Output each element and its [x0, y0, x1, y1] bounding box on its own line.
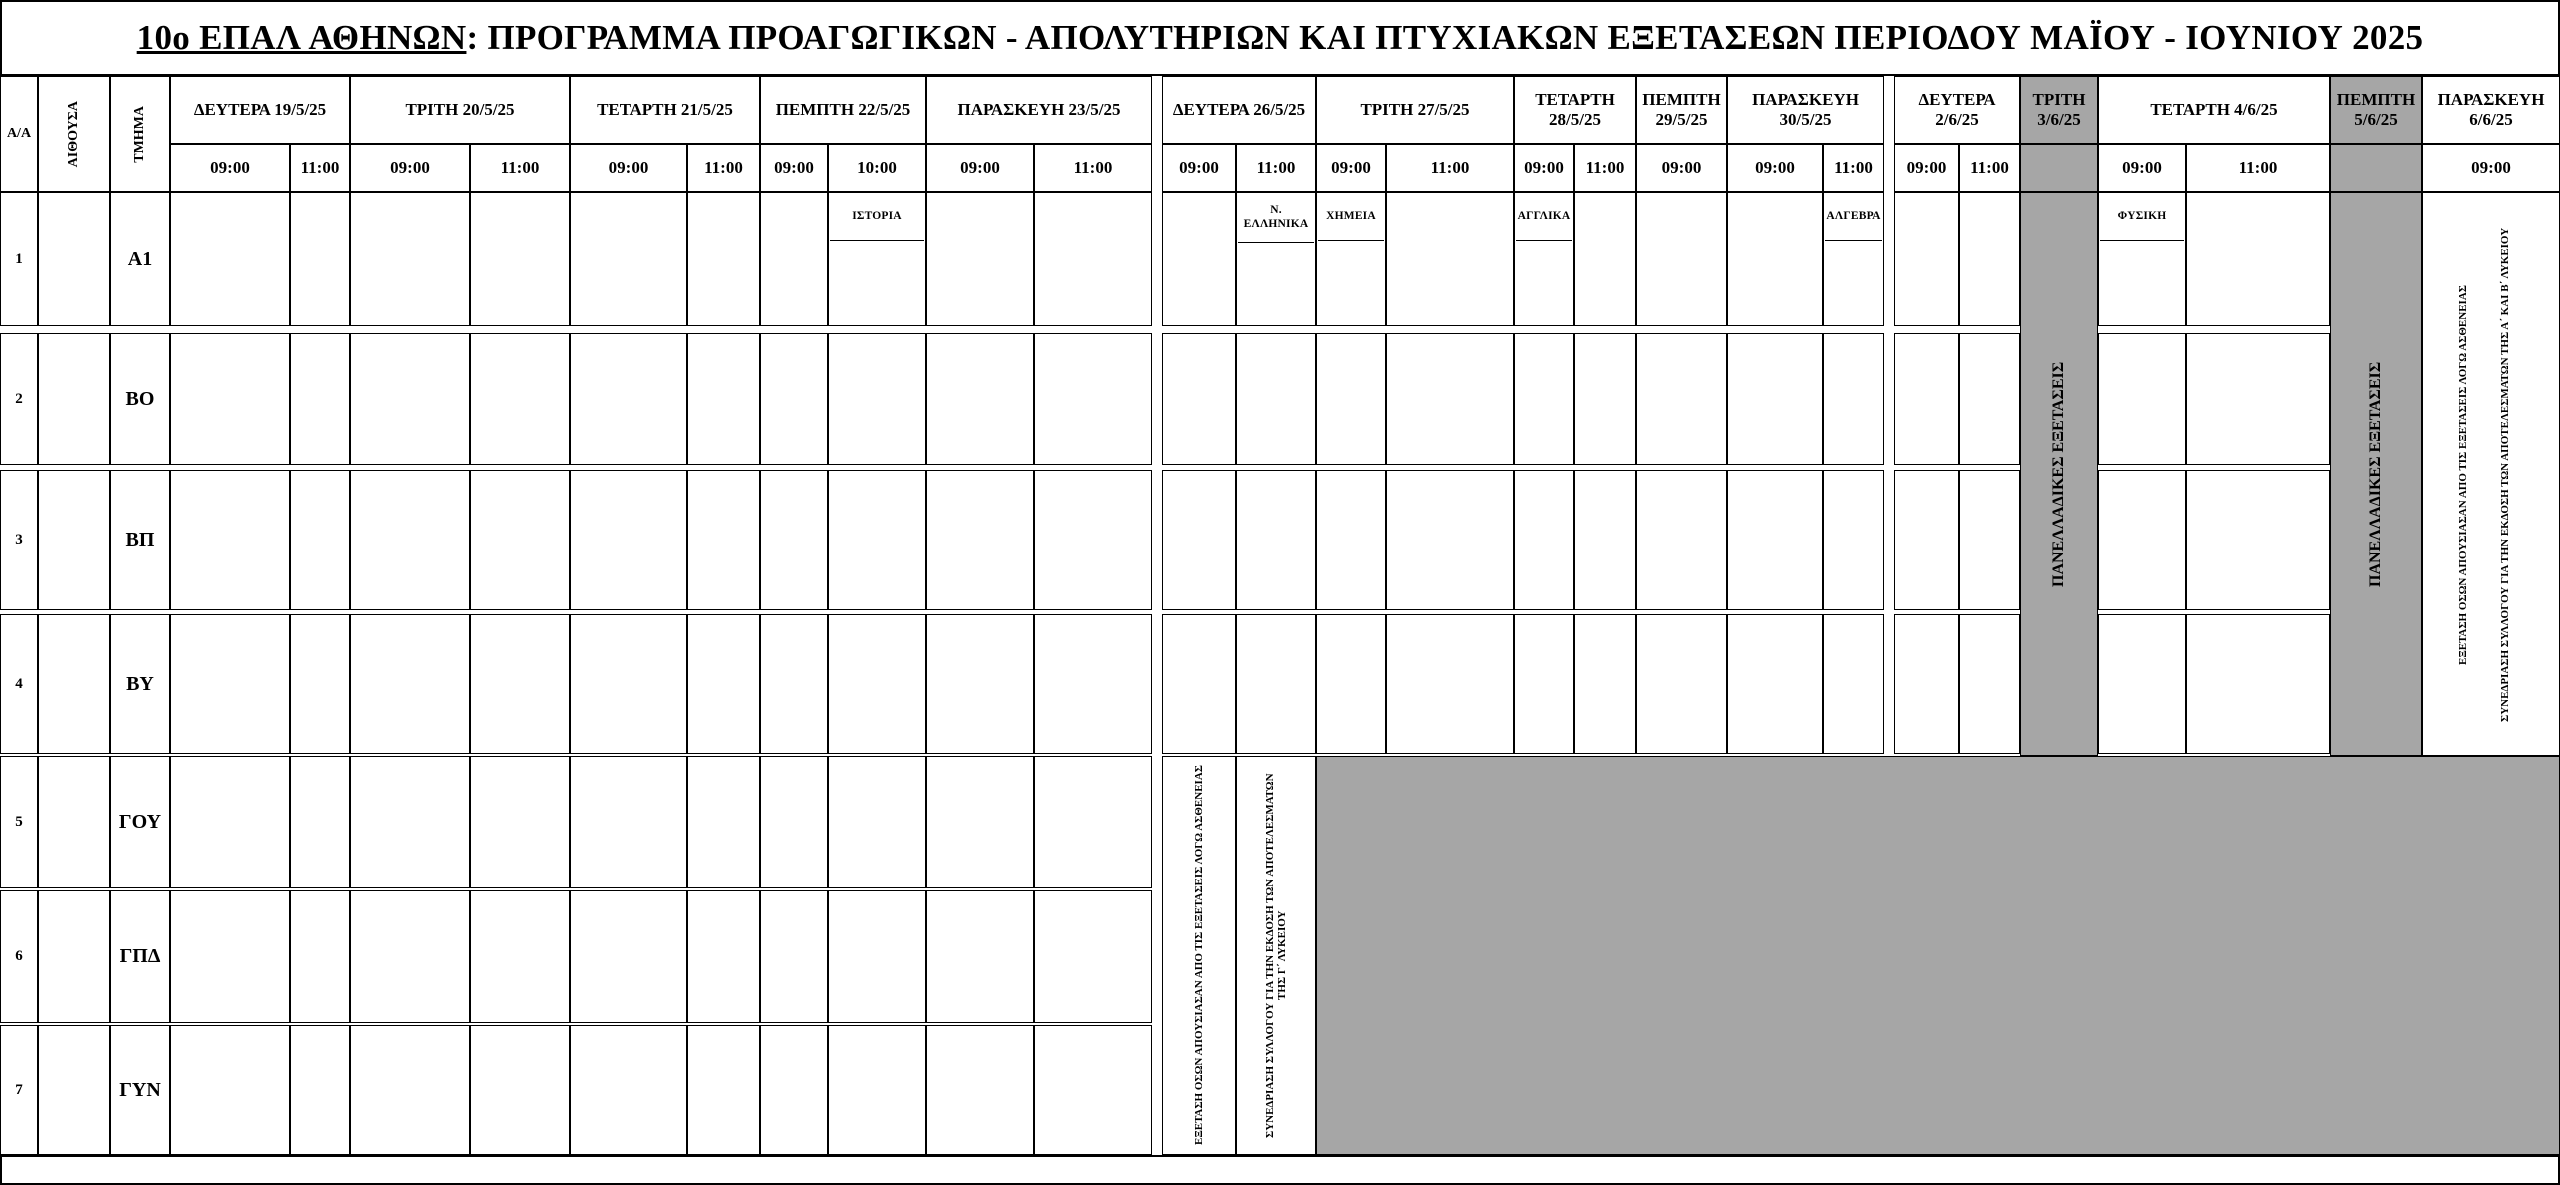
day-header — [170, 76, 350, 144]
title-rest: : ΠΡΟΓΡΑΜΜΑ ΠΡΟΑΓΩΓΙΚΩΝ - ΑΠΟΛΥΤΗΡΙΩΝ ΚΑΙ ΠΤΥΧΙΑΚΩΝ ΕΞΕΤΑΣΕΩΝ ΠΕΡΙΟΔΟΥ ΜΑΪΟΥ - ΙΟΥΝΙΟΥ 2025 — [466, 18, 2424, 57]
schedule-cell — [350, 192, 470, 326]
schedule-cell — [1236, 470, 1316, 610]
schedule-cell — [926, 470, 1034, 610]
time-slot-header — [926, 144, 1034, 192]
schedule-cell — [1727, 614, 1823, 754]
gray-block-g-lyceum — [1316, 756, 2560, 1155]
tmima-label: ΓΥΝ — [119, 1078, 161, 1101]
schedule-cell — [170, 333, 290, 465]
absent-exam-note-g-cell — [1162, 756, 1236, 1155]
schedule-cell — [290, 1025, 350, 1155]
schedule-cell — [2186, 192, 2330, 326]
tmima-label: ΒΥ — [126, 672, 154, 695]
schedule-cell — [1316, 470, 1386, 610]
time-slot-header — [2098, 144, 2186, 192]
schedule-cell — [1636, 333, 1727, 465]
day-label: ΠΕΜΠΤΗ 22/5/25 — [775, 100, 911, 120]
schedule-cell — [470, 756, 570, 888]
panhellenic-label: ΠΑΝΕΛΛΑΔΙΚΕΣ ΕΞΕΤΑΣΕΙΣ — [2367, 361, 2384, 587]
schedule-cell — [170, 192, 290, 326]
exam-subject-underline — [1825, 240, 1882, 241]
schedule-cell — [290, 890, 350, 1023]
schedule-cell — [760, 756, 828, 888]
aithousa-cell — [38, 614, 110, 754]
schedule-cell — [470, 1025, 570, 1155]
schedule-cell — [1386, 470, 1514, 610]
schedule-cell — [1162, 614, 1236, 754]
row-number-label: 5 — [15, 813, 23, 830]
ab-notes-cell — [2422, 192, 2560, 756]
schedule-cell — [350, 1025, 470, 1155]
schedule-cell — [1316, 333, 1386, 465]
schedule-cell — [1514, 333, 1574, 465]
time-label: 09:00 — [1331, 158, 1371, 178]
exam-subject-underline — [1238, 242, 1314, 243]
day-header — [1162, 76, 1316, 144]
day-header — [1514, 76, 1636, 144]
schedule-cell — [170, 890, 290, 1023]
time-slot-header — [170, 144, 290, 192]
schedule-cell — [170, 470, 290, 610]
schedule-cell — [760, 614, 828, 754]
schedule-cell — [2098, 614, 2186, 754]
day-header — [350, 76, 570, 144]
schedule-cell — [926, 1025, 1034, 1155]
time-slot-header — [2186, 144, 2330, 192]
gray-time-cell — [2020, 144, 2098, 192]
schedule-cell — [1636, 470, 1727, 610]
schedule-cell — [926, 890, 1034, 1023]
schedule-cell — [170, 756, 290, 888]
tmima-label: ΓΟΥ — [118, 810, 162, 833]
panhellenic-label: ΠΑΝΕΛΛΑΔΙΚΕΣ ΕΞΕΤΑΣΕΙΣ — [2050, 361, 2067, 587]
schedule-cell — [828, 1025, 926, 1155]
time-label: 09:00 — [774, 158, 814, 178]
header-aithousa-label: ΑΙΘΟΥΣΑ — [65, 100, 81, 168]
schedule-cell — [1574, 333, 1636, 465]
schedule-cell — [1727, 333, 1823, 465]
schedule-cell — [1034, 192, 1152, 326]
row-number — [0, 890, 38, 1023]
time-label: 09:00 — [2471, 158, 2511, 178]
schedule-cell — [2186, 614, 2330, 754]
time-label: 09:00 — [960, 158, 1000, 178]
schedule-cell — [760, 890, 828, 1023]
schedule-cell — [1162, 333, 1236, 465]
exam-subject-underline — [2100, 240, 2184, 241]
schedule-cell — [570, 890, 687, 1023]
time-slot-header — [1636, 144, 1727, 192]
schedule-cell — [1823, 333, 1884, 465]
day-label: ΤΕΤΑΡΤΗ 4/6/25 — [2150, 100, 2278, 120]
schedule-cell — [290, 333, 350, 465]
day-label: ΠΕΜΠΤΗ 29/5/25 — [1642, 90, 1721, 129]
day-label: ΠΑΡΑΣΚΕΥΗ 6/6/25 — [2437, 90, 2545, 129]
day-header — [2422, 76, 2560, 144]
schedule-cell — [350, 470, 470, 610]
day-label: ΠΑΡΑΣΚΕΥΗ 23/5/25 — [957, 100, 1121, 120]
schedule-cell — [570, 756, 687, 888]
day-label: ΤΡΙΤΗ 3/6/25 — [2032, 90, 2086, 129]
schedule-cell — [570, 192, 687, 326]
time-slot-header — [1236, 144, 1316, 192]
time-slot-header — [2422, 144, 2560, 192]
day-label: ΔΕΥΤΕΡΑ 2/6/25 — [1918, 90, 1996, 129]
absent-exam-note-ab: ΕΞΕΤΑΣΗ ΟΣΩΝ ΑΠΟΥΣΙΑΣΑΝ ΑΠΟ ΤΙΣ ΕΞΕΤΑΣΕΙΣ ΛΟΓΩ ΑΣΘΕΝΕΙΑΣ — [2457, 285, 2469, 665]
schedule-cell — [1823, 470, 1884, 610]
schedule-cell — [1034, 890, 1152, 1023]
schedule-cell — [570, 470, 687, 610]
time-slot-header — [1823, 144, 1884, 192]
time-slot-header — [1386, 144, 1514, 192]
time-label: 09:00 — [1524, 158, 1564, 178]
panhellenic-column — [2020, 192, 2098, 756]
schedule-cell — [1386, 192, 1514, 326]
exam-subject-underline — [1318, 240, 1384, 241]
exam-subject: ΑΛΓΕΒΡΑ — [1826, 210, 1881, 223]
day-label: ΤΡΙΤΗ 27/5/25 — [1360, 100, 1470, 120]
schedule-cell — [760, 470, 828, 610]
header-aa — [0, 76, 38, 192]
aithousa-cell — [38, 756, 110, 888]
schedule-cell — [926, 614, 1034, 754]
schedule-cell — [290, 192, 350, 326]
schedule-cell — [350, 756, 470, 888]
gray-time-cell — [2330, 144, 2422, 192]
schedule-cell — [687, 890, 760, 1023]
schedule-cell — [760, 1025, 828, 1155]
time-slot-header — [760, 144, 828, 192]
time-slot-header — [687, 144, 760, 192]
schedule-cell — [1574, 470, 1636, 610]
row-number-label: 3 — [15, 531, 23, 548]
schedule-cell — [687, 333, 760, 465]
time-label: 09:00 — [1906, 158, 1947, 178]
schedule-cell — [470, 614, 570, 754]
schedule-cell — [290, 614, 350, 754]
time-label: 09:00 — [1755, 158, 1795, 178]
schedule-cell — [1636, 614, 1727, 754]
header-tmima — [110, 76, 170, 192]
schedule-cell — [1894, 192, 1959, 326]
day-header — [2330, 76, 2422, 144]
schedule-cell — [1636, 192, 1727, 326]
schedule-cell — [1162, 192, 1236, 326]
exam-subject: Ν. ΕΛΛΗΝΙΚΑ — [1243, 204, 1309, 230]
time-label: 09:00 — [608, 158, 649, 178]
day-header — [760, 76, 926, 144]
schedule-cell — [2098, 333, 2186, 465]
day-header — [2020, 76, 2098, 144]
schedule-cell — [1034, 614, 1152, 754]
schedule-cell — [570, 333, 687, 465]
time-slot-header — [290, 144, 350, 192]
school-name: 10ο ΕΠΑΛ ΑΘΗΝΩΝ — [136, 18, 467, 57]
time-slot-header — [1959, 144, 2020, 192]
schedule-cell — [1727, 192, 1823, 326]
schedule-cell — [1034, 470, 1152, 610]
schedule-cell — [1959, 614, 2020, 754]
day-label: ΤΡΙΤΗ 20/5/25 — [405, 100, 515, 120]
schedule-cell — [170, 614, 290, 754]
day-header — [1894, 76, 2020, 144]
schedule-cell — [828, 756, 926, 888]
schedule-cell — [828, 614, 926, 754]
exam-subject-underline — [830, 240, 924, 241]
schedule-cell — [1034, 756, 1152, 888]
time-slot-header — [1034, 144, 1152, 192]
schedule-cell — [687, 614, 760, 754]
day-label: ΤΕΤΑΡΤΗ 21/5/25 — [597, 100, 733, 120]
schedule-cell — [1514, 614, 1574, 754]
day-header — [1636, 76, 1727, 144]
tmima-cell — [110, 470, 170, 610]
schedule-cell — [687, 470, 760, 610]
schedule-cell — [1236, 333, 1316, 465]
schedule-cell — [350, 890, 470, 1023]
row-number — [0, 470, 38, 610]
day-header — [1316, 76, 1514, 144]
time-label: 11:00 — [1430, 158, 1470, 178]
schedule-cell — [570, 1025, 687, 1155]
time-slot-header — [1514, 144, 1574, 192]
schedule-cell — [1574, 192, 1636, 326]
schedule-cell — [470, 192, 570, 326]
tmima-label: Α1 — [127, 247, 153, 270]
footer-bar — [0, 1155, 2560, 1185]
meeting-note-ab: ΣΥΝΕΔΡΙΑΣΗ ΣΥΛΛΟΓΟΥ ΓΙΑ ΤΗΝ ΕΚΔΟΣΗ ΤΩΝ ΑΠΟΤΕΛΕΣΜΑΤΩΝ ΤΗΣ Α΄ ΚΑΙ Β΄ ΛΥΚΕΙΟΥ — [2499, 227, 2511, 723]
meeting-note-g-cell — [1236, 756, 1316, 1155]
exam-subject: ΑΓΓΛΙΚΑ — [1517, 210, 1571, 223]
row-number-label: 6 — [15, 948, 23, 964]
day-label: ΠΕΜΠΤΗ 5/6/25 — [2336, 90, 2416, 129]
schedule-cell — [1823, 614, 1884, 754]
schedule-cell — [470, 890, 570, 1023]
schedule-cell — [1894, 470, 1959, 610]
schedule-cell — [1162, 470, 1236, 610]
row-number — [0, 192, 38, 326]
time-label: 11:00 — [300, 158, 340, 178]
tmima-label: ΒΟ — [125, 387, 155, 410]
time-label: 09:00 — [210, 158, 250, 178]
meeting-note-g: ΣΥΝΕΔΡΙΑΣΗ ΣΥΛΛΟΓΟΥ ΓΙΑ ΤΗΝ ΕΚΔΟΣΗ ΤΩΝ ΑΠΟΤΕΛΕΣΜΑΤΩΝ ΤΗΣ Γ΄ ΛΥΚΕΙΟΥ — [1264, 773, 1288, 1138]
time-label: 11:00 — [1970, 158, 2009, 178]
time-slot-header — [470, 144, 570, 192]
exam-subject: ΙΣΤΟΡΙΑ — [852, 210, 902, 223]
time-label: 09:00 — [1661, 158, 1702, 178]
time-slot-header — [1727, 144, 1823, 192]
day-header — [570, 76, 760, 144]
time-label: 11:00 — [1585, 158, 1625, 178]
day-label: ΤΕΤΑΡΤΗ 28/5/25 — [1535, 90, 1615, 129]
schedule-cell — [828, 333, 926, 465]
schedule-cell — [290, 470, 350, 610]
schedule-cell — [1959, 470, 2020, 610]
schedule-cell — [350, 333, 470, 465]
time-slot-header — [1162, 144, 1236, 192]
schedule-cell — [470, 333, 570, 465]
header-aa-label: Α/Α — [6, 125, 32, 141]
row-number — [0, 756, 38, 888]
time-slot-header — [570, 144, 687, 192]
schedule-cell — [1034, 1025, 1152, 1155]
schedule-cell — [1034, 333, 1152, 465]
aithousa-cell — [38, 890, 110, 1023]
row-number-label: 1 — [15, 250, 23, 267]
schedule-cell — [926, 192, 1034, 326]
absent-exam-note-g: ΕΞΕΤΑΣΗ ΟΣΩΝ ΑΠΟΥΣΙΑΣΑΝ ΑΠΟ ΤΙΣ ΕΞΕΤΑΣΕΙΣ ΛΟΓΩ ΑΣΘΕΝΕΙΑΣ — [1193, 765, 1205, 1146]
row-number-label: 7 — [15, 1081, 23, 1098]
schedule-cell — [1894, 614, 1959, 754]
row-number-label: 2 — [15, 390, 23, 407]
day-header — [1727, 76, 1884, 144]
header-tmima-label: ΤΜΗΜΑ — [131, 105, 147, 163]
time-slot-header — [1894, 144, 1959, 192]
schedule-cell — [687, 1025, 760, 1155]
exam-subject: ΧΗΜΕΙΑ — [1326, 210, 1376, 223]
panhellenic-column — [2330, 192, 2422, 756]
time-label: 11:00 — [1256, 158, 1296, 178]
time-label: 09:00 — [390, 158, 430, 178]
day-header — [2098, 76, 2330, 144]
schedule-cell — [1514, 470, 1574, 610]
schedule-cell — [1386, 333, 1514, 465]
schedule-cell — [1236, 614, 1316, 754]
schedule-cell — [828, 470, 926, 610]
day-label: ΔΕΥΤΕΡΑ 26/5/25 — [1172, 100, 1306, 120]
day-label: ΠΑΡΑΣΚΕΥΗ 30/5/25 — [1752, 90, 1859, 129]
tmima-cell — [110, 890, 170, 1023]
page-title — [0, 0, 2560, 76]
time-slot-header — [1316, 144, 1386, 192]
aithousa-cell — [38, 192, 110, 326]
time-label: 09:00 — [2122, 158, 2162, 178]
time-slot-header — [828, 144, 926, 192]
schedule-cell — [470, 470, 570, 610]
header-aithousa — [38, 76, 110, 192]
row-number — [0, 614, 38, 754]
schedule-cell — [2186, 470, 2330, 610]
time-label: 11:00 — [1073, 158, 1113, 178]
time-label: 11:00 — [500, 158, 540, 178]
time-slot-header — [350, 144, 470, 192]
schedule-cell — [760, 333, 828, 465]
schedule-cell — [290, 756, 350, 888]
schedule-cell — [1727, 470, 1823, 610]
tmima-cell — [110, 614, 170, 754]
schedule-cell — [926, 756, 1034, 888]
schedule-cell — [687, 192, 760, 326]
tmima-cell — [110, 333, 170, 465]
row-number — [0, 333, 38, 465]
tmima-label: ΓΠΔ — [119, 945, 161, 967]
schedule-cell — [2098, 470, 2186, 610]
schedule-cell — [687, 756, 760, 888]
day-header — [926, 76, 1152, 144]
schedule-cell — [926, 333, 1034, 465]
tmima-label: ΒΠ — [125, 528, 155, 551]
tmima-cell — [110, 1025, 170, 1155]
schedule-cell — [1316, 614, 1386, 754]
aithousa-cell — [38, 333, 110, 465]
time-label: 10:00 — [857, 158, 897, 178]
schedule-cell — [1574, 614, 1636, 754]
row-number — [0, 1025, 38, 1155]
time-slot-header — [1574, 144, 1636, 192]
tmima-cell — [110, 192, 170, 326]
schedule-cell — [760, 192, 828, 326]
time-label: 09:00 — [1179, 158, 1219, 178]
schedule-cell — [2186, 333, 2330, 465]
schedule-cell — [570, 614, 687, 754]
schedule-cell — [1959, 192, 2020, 326]
schedule-cell — [1386, 614, 1514, 754]
exam-subject-underline — [1516, 240, 1572, 241]
schedule-cell — [1959, 333, 2020, 465]
schedule-cell — [350, 614, 470, 754]
day-label: ΔΕΥΤΕΡΑ 19/5/25 — [193, 100, 327, 120]
schedule-cell — [170, 1025, 290, 1155]
exam-subject: ΦΥΣΙΚΗ — [2117, 210, 2167, 223]
row-number-label: 4 — [15, 675, 23, 692]
aithousa-cell — [38, 1025, 110, 1155]
tmima-cell — [110, 756, 170, 888]
time-label: 11:00 — [1834, 158, 1873, 178]
schedule-cell — [828, 890, 926, 1023]
aithousa-cell — [38, 470, 110, 610]
time-label: 11:00 — [704, 158, 743, 178]
time-label: 11:00 — [2238, 158, 2278, 178]
schedule-cell — [1894, 333, 1959, 465]
